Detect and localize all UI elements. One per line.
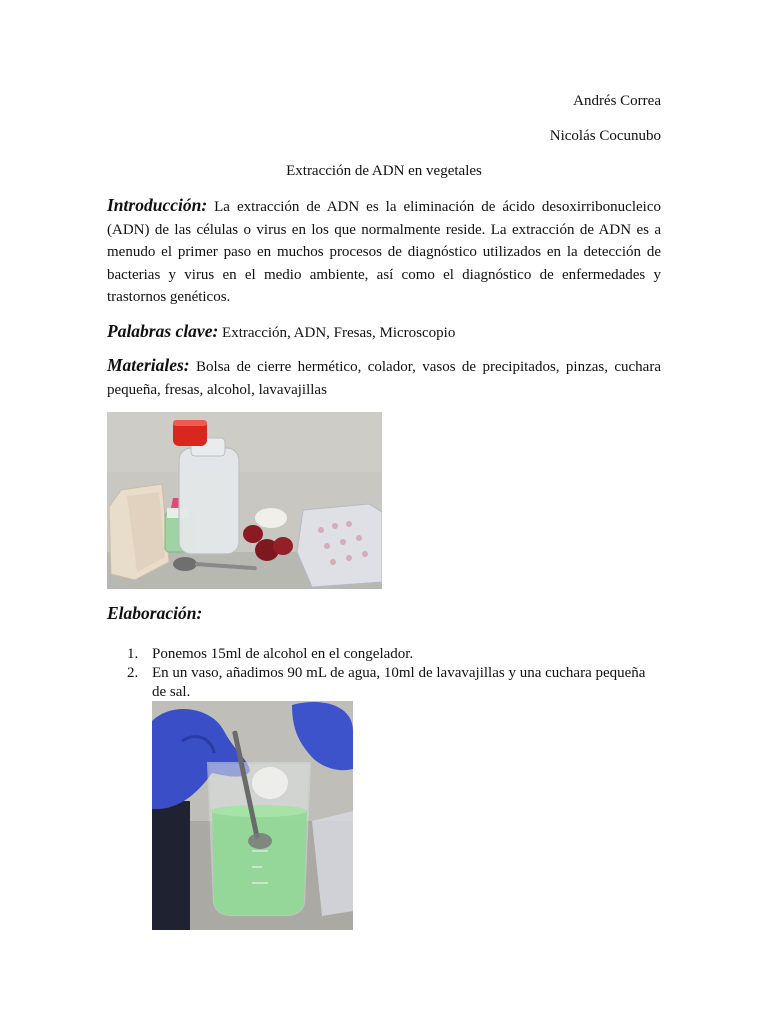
introduction-text: La extracción de ADN es la eliminación de ácido desoxirribonucleico (ADN) de las células o virus en los que normalmente reside. La extracción de ADN es a menudo el primer paso en muchos procesos de diagnóstico utilizados en la detección de bacterias y virus en el medio ambiente, así como el diagnóstico de enfermedades y trastornos genéticos. [107,199,661,305]
author-name: Andrés Correa [573,93,661,109]
step-number: 2. [127,665,139,681]
materials-heading: Materiales: [107,355,190,375]
materials-paragraph [107,354,661,401]
keywords-paragraph [107,320,661,345]
keywords-heading: Palabras clave: [107,321,219,341]
document-title: Extracción de ADN en vegetales [286,163,482,179]
author-name: Nicolás Cocunubo [549,128,661,144]
list-item [107,645,647,664]
materials-text: Bolsa de cierre hermético, colador, vasos de precipitados, pinzas, cuchara pequeña, fresas, alcohol, lavavajillas [107,359,661,398]
introduction-heading: Introducción: [107,195,208,215]
materials-photo [107,412,382,589]
step-text: En un vaso, añadimos 90 mL de agua, 10ml de lavavajillas y una cuchara pequeña de sal. [152,665,646,700]
step-text: Ponemos 15ml de alcohol en el congelador. [152,646,414,662]
keywords-text: Extracción, ADN, Fresas, Microscopio [218,325,456,341]
introduction-paragraph [107,194,661,309]
beaker-photo [152,701,353,930]
list-item [107,664,647,702]
step-number: 1. [127,646,139,662]
elaboration-heading: Elaboración: [107,603,203,623]
steps-list [107,645,647,702]
